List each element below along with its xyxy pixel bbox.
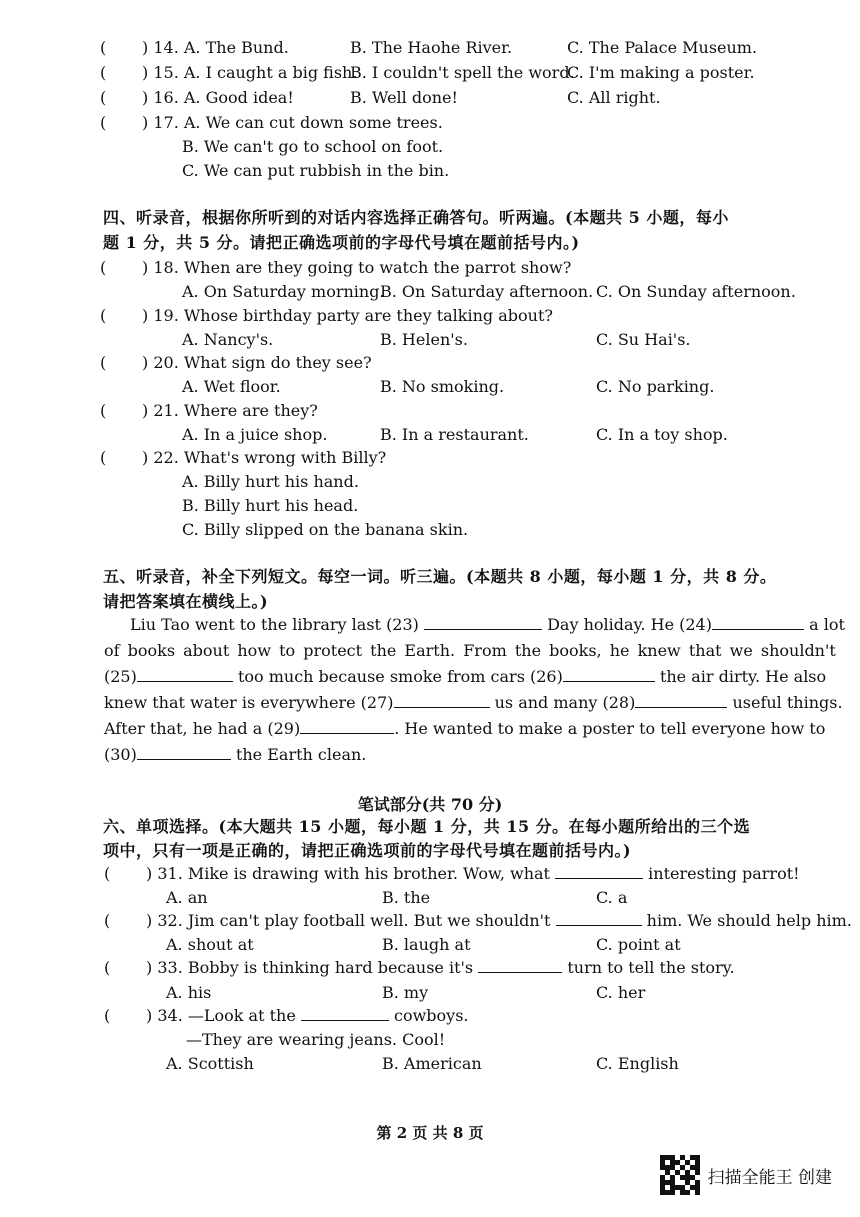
q34-question xyxy=(146,1006,468,1026)
passage-text: (30) xyxy=(104,745,137,764)
question-text: interesting parrot! xyxy=(648,864,800,883)
q15-option-c: C. I'm making a poster. xyxy=(567,63,755,82)
q18-option-a: A. On Saturday morning. xyxy=(182,282,385,301)
passage-text: knew that water is everywhere (27) xyxy=(104,693,394,712)
answer-paren: ( xyxy=(100,306,107,325)
q21-option-c: C. In a toy shop. xyxy=(596,425,728,444)
question-text: ) 33. Bobby is thinking hard because it's xyxy=(146,958,474,977)
passage-text: After that, he had a (29) xyxy=(104,719,301,738)
q31-option-c: C. a xyxy=(596,888,628,907)
answer-paren: ( xyxy=(100,88,107,107)
q19-option-c: C. Su Hai's. xyxy=(596,330,691,349)
passage-text: of books about how to protect the Earth. From the books, he knew that we shouldn't xyxy=(104,641,836,660)
q14-option-c: C. The Palace Museum. xyxy=(567,38,758,57)
blank-33[interactable] xyxy=(478,958,562,973)
section4-heading-cont: 题 1 分，共 5 分。请把正确选项前的字母代号填在题前括号内。) xyxy=(103,233,580,252)
answer-paren: ( xyxy=(100,113,107,132)
q16-option-b: B. Well done! xyxy=(350,88,458,107)
q32-option-a: A. shout at xyxy=(166,935,254,954)
q32-option-c: C. point at xyxy=(596,935,681,954)
answer-paren: ( xyxy=(100,258,107,277)
q22-option-a: A. Billy hurt his hand. xyxy=(182,472,359,491)
passage-text: Day holiday. He (24) xyxy=(547,615,712,634)
blank-25[interactable] xyxy=(137,667,233,682)
q21-option-b: B. In a restaurant. xyxy=(380,425,529,444)
q31-option-b: B. the xyxy=(382,888,431,907)
passage-text: too much because smoke from cars (26) xyxy=(237,667,563,686)
q21-option-a: A. In a juice shop. xyxy=(182,425,328,444)
passage-text: Liu Tao went to the library last (23) xyxy=(130,615,419,634)
passage-text: us and many (28) xyxy=(494,693,636,712)
question-text: him. We should help him. xyxy=(646,911,852,930)
question-text: turn to tell the story. xyxy=(567,958,735,977)
passage-text: the Earth clean. xyxy=(235,745,367,764)
question-text: ) 34. —Look at the xyxy=(146,1006,296,1025)
blank-24[interactable] xyxy=(712,615,804,630)
passage-line-1 xyxy=(130,615,845,635)
q18-option-b: B. On Saturday afternoon. xyxy=(380,282,594,301)
q17-option-c: C. We can put rubbish in the bin. xyxy=(182,161,450,180)
q15-option-b: B. I couldn't spell the word. xyxy=(350,63,575,82)
passage-text: . He wanted to make a poster to tell everyone how to xyxy=(394,719,826,738)
q20-question: ) 20. What sign do they see? xyxy=(142,353,372,372)
question-text: ) 31. Mike is drawing with his brother. Wow, what xyxy=(146,864,550,883)
q32-question xyxy=(146,911,852,931)
answer-paren: ( xyxy=(100,38,107,57)
answer-paren: ( xyxy=(104,958,111,977)
q33-option-c: C. her xyxy=(596,983,646,1002)
q19-question: ) 19. Whose birthday party are they talking about? xyxy=(142,306,553,325)
blank-30[interactable] xyxy=(137,745,231,760)
answer-paren: ( xyxy=(104,864,111,883)
q21-question: ) 21. Where are they? xyxy=(142,401,318,420)
section5-heading: 五、听录音，补全下列短文。每空一词。听三遍。(本题共 8 小题，每小题 1 分，共 8 分。 xyxy=(103,567,777,586)
q31-option-a: A. an xyxy=(166,888,208,907)
section6-heading: 六、单项选择。(本大题共 15 小题，每小题 1 分，共 15 分。在每小题所给出的三个选 xyxy=(103,817,751,836)
passage-text: a lot xyxy=(809,615,845,634)
q16-stem: ) 16. A. Good idea! xyxy=(142,88,294,107)
answer-paren: ( xyxy=(100,353,107,372)
section6-heading-cont: 项中，只有一项是正确的，请把正确选项前的字母代号填在题前括号内。) xyxy=(103,841,632,860)
blank-29[interactable] xyxy=(300,719,394,734)
blank-23[interactable] xyxy=(424,615,542,630)
blank-31[interactable] xyxy=(555,864,643,879)
passage-line-2 xyxy=(104,641,836,661)
q22-option-b: B. Billy hurt his head. xyxy=(182,496,359,515)
q18-option-c: C. On Sunday afternoon. xyxy=(596,282,796,301)
q20-option-a: A. Wet floor. xyxy=(182,377,281,396)
passage-line-5 xyxy=(104,719,825,739)
q19-option-a: A. Nancy's. xyxy=(182,330,274,349)
written-part-title: 笔试部分(共 70 分) xyxy=(357,795,503,814)
question-text: ) 32. Jim can't play football well. But we shouldn't xyxy=(146,911,551,930)
blank-27[interactable] xyxy=(394,693,490,708)
q33-option-b: B. my xyxy=(382,983,429,1002)
q19-option-b: B. Helen's. xyxy=(380,330,468,349)
q22-option-c: C. Billy slipped on the banana skin. xyxy=(182,520,469,539)
q34-dialogue-reply: —They are wearing jeans. Cool! xyxy=(186,1030,446,1049)
q17-stem: ) 17. A. We can cut down some trees. xyxy=(142,113,443,132)
q20-option-b: B. No smoking. xyxy=(380,377,505,396)
section5-heading-cont: 请把答案填在横线上。) xyxy=(103,592,269,611)
passage-text: (25) xyxy=(104,667,137,686)
question-text: cowboys. xyxy=(393,1006,469,1025)
q34-option-b: B. American xyxy=(382,1054,482,1073)
blank-34[interactable] xyxy=(301,1006,389,1021)
answer-paren: ( xyxy=(100,401,107,420)
q33-question xyxy=(146,958,735,978)
blank-28[interactable] xyxy=(635,693,727,708)
q14-option-b: B. The Haohe River. xyxy=(350,38,513,57)
q17-option-b: B. We can't go to school on foot. xyxy=(182,137,444,156)
q33-option-a: A. his xyxy=(166,983,212,1002)
passage-line-3 xyxy=(104,667,826,687)
answer-paren: ( xyxy=(100,448,107,467)
blank-26[interactable] xyxy=(563,667,655,682)
page-number: 第 2 页 共 8 页 xyxy=(376,1124,484,1142)
passage-text: useful things. xyxy=(732,693,843,712)
answer-paren: ( xyxy=(104,1006,111,1025)
passage-text: the air dirty. He also xyxy=(659,667,827,686)
q20-option-c: C. No parking. xyxy=(596,377,715,396)
q16-option-c: C. All right. xyxy=(567,88,661,107)
q34-option-a: A. Scottish xyxy=(166,1054,254,1073)
q18-question: ) 18. When are they going to watch the parrot show? xyxy=(142,258,572,277)
passage-line-6 xyxy=(104,745,366,765)
qr-code-icon xyxy=(660,1155,700,1195)
q14-stem: ) 14. A. The Bund. xyxy=(142,38,289,57)
q15-stem: ) 15. A. I caught a big fish. xyxy=(142,63,358,82)
blank-32[interactable] xyxy=(556,911,642,926)
passage-line-4 xyxy=(104,693,843,713)
scanner-watermark xyxy=(660,1155,832,1195)
q34-option-c: C. English xyxy=(596,1054,679,1073)
q22-question: ) 22. What's wrong with Billy? xyxy=(142,448,387,467)
q32-option-b: B. laugh at xyxy=(382,935,471,954)
section4-heading: 四、听录音，根据你所听到的对话内容选择正确答句。听两遍。(本题共 5 小题，每小 xyxy=(103,208,729,227)
answer-paren: ( xyxy=(100,63,107,82)
answer-paren: ( xyxy=(104,911,111,930)
q31-question xyxy=(146,864,800,884)
scanner-brand-text: 扫描全能王 创建 xyxy=(707,1167,832,1188)
